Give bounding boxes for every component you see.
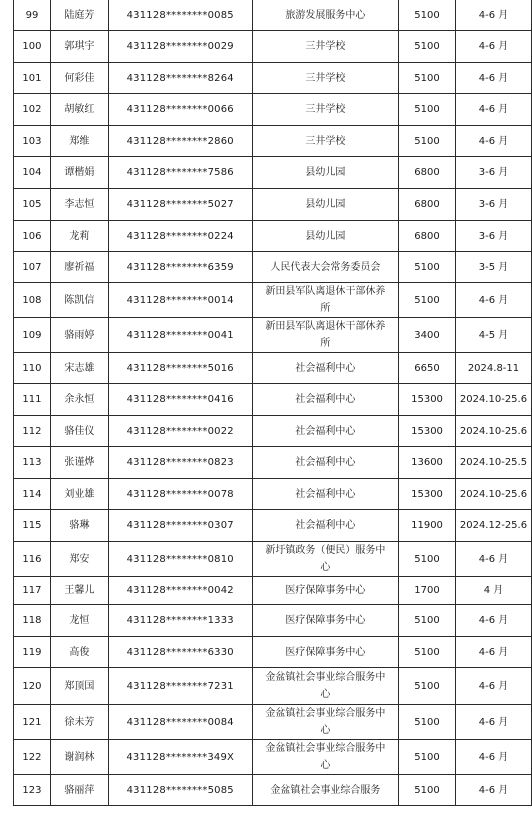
period-cell: 4 月 bbox=[455, 577, 531, 605]
amount-cell: 5100 bbox=[399, 605, 456, 637]
period-cell: 2024.10-25.6 bbox=[455, 384, 531, 416]
row-number-cell: 108 bbox=[14, 283, 51, 318]
table-row bbox=[14, 577, 532, 605]
table-row bbox=[14, 353, 532, 384]
table-row bbox=[14, 384, 532, 416]
amount-cell: 6800 bbox=[399, 157, 456, 189]
period-cell: 3-6 月 bbox=[455, 157, 531, 189]
table-row bbox=[14, 189, 532, 221]
id-number-cell: 431128********0823 bbox=[108, 447, 252, 479]
row-number-cell: 105 bbox=[14, 189, 51, 221]
id-number-cell: 431128********0014 bbox=[108, 283, 252, 318]
period-cell: 3-5 月 bbox=[455, 252, 531, 283]
amount-cell: 5100 bbox=[399, 31, 456, 63]
id-number-cell: 431128********0029 bbox=[108, 31, 252, 63]
table-body bbox=[14, 0, 532, 806]
name-cell: 高俊 bbox=[50, 637, 108, 668]
unit-cell: 金盆镇社会事业综合服务中心 bbox=[252, 740, 398, 775]
amount-cell: 11900 bbox=[399, 510, 456, 542]
unit-cell: 医疗保障事务中心 bbox=[252, 577, 398, 605]
id-number-cell: 431128********8264 bbox=[108, 63, 252, 94]
id-number-cell: 431128********0307 bbox=[108, 510, 252, 542]
name-cell: 宋志雄 bbox=[50, 353, 108, 384]
amount-cell: 6800 bbox=[399, 221, 456, 252]
amount-cell: 5100 bbox=[399, 63, 456, 94]
name-cell: 刘业雄 bbox=[50, 479, 108, 510]
row-number-cell: 111 bbox=[14, 384, 51, 416]
table-row bbox=[14, 740, 532, 775]
table-row bbox=[14, 447, 532, 479]
id-number-cell: 431128********7586 bbox=[108, 157, 252, 189]
id-number-cell: 431128********5016 bbox=[108, 353, 252, 384]
period-cell: 2024.8-11 bbox=[455, 353, 531, 384]
name-cell: 何彩佳 bbox=[50, 63, 108, 94]
row-number-cell: 107 bbox=[14, 252, 51, 283]
name-cell: 骆雨婷 bbox=[50, 318, 108, 353]
amount-cell: 15300 bbox=[399, 384, 456, 416]
period-cell: 4-6 月 bbox=[455, 740, 531, 775]
id-number-cell: 431128********6359 bbox=[108, 252, 252, 283]
period-cell: 3-6 月 bbox=[455, 221, 531, 252]
table-row bbox=[14, 510, 532, 542]
table-row bbox=[14, 318, 532, 353]
name-cell: 徐未芳 bbox=[50, 705, 108, 740]
amount-cell: 5100 bbox=[399, 705, 456, 740]
id-number-cell: 431128********6330 bbox=[108, 637, 252, 668]
name-cell: 郑维 bbox=[50, 126, 108, 157]
unit-cell: 县幼儿园 bbox=[252, 221, 398, 252]
id-number-cell: 431128********0084 bbox=[108, 705, 252, 740]
amount-cell: 5100 bbox=[399, 0, 456, 31]
row-number-cell: 103 bbox=[14, 126, 51, 157]
period-cell: 4-6 月 bbox=[455, 0, 531, 31]
row-number-cell: 117 bbox=[14, 577, 51, 605]
row-number-cell: 115 bbox=[14, 510, 51, 542]
name-cell: 龙莉 bbox=[50, 221, 108, 252]
table-row bbox=[14, 479, 532, 510]
unit-cell: 县幼儿园 bbox=[252, 189, 398, 221]
table-row bbox=[14, 775, 532, 806]
period-cell: 4-6 月 bbox=[455, 283, 531, 318]
period-cell: 2024.10-25.6 bbox=[455, 416, 531, 447]
unit-cell: 金盆镇社会事业综合服务 bbox=[252, 775, 398, 806]
period-cell: 4-6 月 bbox=[455, 63, 531, 94]
id-number-cell: 431128********7231 bbox=[108, 668, 252, 705]
unit-cell: 三井学校 bbox=[252, 63, 398, 94]
amount-cell: 15300 bbox=[399, 479, 456, 510]
period-cell: 2024.12-25.6 bbox=[455, 510, 531, 542]
unit-cell: 三井学校 bbox=[252, 31, 398, 63]
id-number-cell: 431128********0042 bbox=[108, 577, 252, 605]
table-row bbox=[14, 126, 532, 157]
name-cell: 谭楷娟 bbox=[50, 157, 108, 189]
amount-cell: 13600 bbox=[399, 447, 456, 479]
table-row bbox=[14, 94, 532, 126]
table-row bbox=[14, 283, 532, 318]
row-number-cell: 116 bbox=[14, 542, 51, 577]
period-cell: 4-6 月 bbox=[455, 605, 531, 637]
unit-cell: 社会福利中心 bbox=[252, 510, 398, 542]
name-cell: 王馨儿 bbox=[50, 577, 108, 605]
name-cell: 李志恒 bbox=[50, 189, 108, 221]
row-number-cell: 113 bbox=[14, 447, 51, 479]
table-row bbox=[14, 31, 532, 63]
table-row bbox=[14, 668, 532, 705]
amount-cell: 5100 bbox=[399, 542, 456, 577]
table-row bbox=[14, 63, 532, 94]
unit-cell: 社会福利中心 bbox=[252, 353, 398, 384]
period-cell: 4-6 月 bbox=[455, 668, 531, 705]
unit-cell: 人民代表大会常务委员会 bbox=[252, 252, 398, 283]
period-cell: 4-6 月 bbox=[455, 705, 531, 740]
period-cell: 2024.10-25.6 bbox=[455, 479, 531, 510]
unit-cell: 新田县军队离退休干部休养所 bbox=[252, 283, 398, 318]
id-number-cell: 431128********0041 bbox=[108, 318, 252, 353]
id-number-cell: 431128********0078 bbox=[108, 479, 252, 510]
table-row bbox=[14, 157, 532, 189]
row-number-cell: 114 bbox=[14, 479, 51, 510]
row-number-cell: 122 bbox=[14, 740, 51, 775]
name-cell: 骆琳 bbox=[50, 510, 108, 542]
id-number-cell: 431128********0085 bbox=[108, 0, 252, 31]
period-cell: 4-6 月 bbox=[455, 31, 531, 63]
row-number-cell: 120 bbox=[14, 668, 51, 705]
unit-cell: 社会福利中心 bbox=[252, 416, 398, 447]
row-number-cell: 102 bbox=[14, 94, 51, 126]
name-cell: 陈凯信 bbox=[50, 283, 108, 318]
amount-cell: 15300 bbox=[399, 416, 456, 447]
unit-cell: 县幼儿园 bbox=[252, 157, 398, 189]
table-row bbox=[14, 542, 532, 577]
amount-cell: 5100 bbox=[399, 668, 456, 705]
amount-cell: 5100 bbox=[399, 252, 456, 283]
amount-cell: 5100 bbox=[399, 126, 456, 157]
subsidy-table bbox=[13, 0, 532, 806]
table-row bbox=[14, 252, 532, 283]
id-number-cell: 431128********5085 bbox=[108, 775, 252, 806]
amount-cell: 5100 bbox=[399, 775, 456, 806]
row-number-cell: 123 bbox=[14, 775, 51, 806]
table-row bbox=[14, 705, 532, 740]
id-number-cell: 431128********0810 bbox=[108, 542, 252, 577]
table-row bbox=[14, 416, 532, 447]
row-number-cell: 109 bbox=[14, 318, 51, 353]
name-cell: 胡敏红 bbox=[50, 94, 108, 126]
amount-cell: 5100 bbox=[399, 637, 456, 668]
unit-cell: 新田县军队离退休干部休养所 bbox=[252, 318, 398, 353]
amount-cell: 3400 bbox=[399, 318, 456, 353]
name-cell: 廖祈福 bbox=[50, 252, 108, 283]
unit-cell: 新圩镇政务（便民）服务中心 bbox=[252, 542, 398, 577]
row-number-cell: 101 bbox=[14, 63, 51, 94]
name-cell: 陆庭芳 bbox=[50, 0, 108, 31]
row-number-cell: 112 bbox=[14, 416, 51, 447]
unit-cell: 旅游发展服务中心 bbox=[252, 0, 398, 31]
id-number-cell: 431128********0416 bbox=[108, 384, 252, 416]
period-cell: 4-6 月 bbox=[455, 94, 531, 126]
unit-cell: 医疗保障事务中心 bbox=[252, 605, 398, 637]
row-number-cell: 110 bbox=[14, 353, 51, 384]
table-row bbox=[14, 0, 532, 31]
table-row bbox=[14, 605, 532, 637]
name-cell: 龙恒 bbox=[50, 605, 108, 637]
id-number-cell: 431128********0224 bbox=[108, 221, 252, 252]
period-cell: 4-6 月 bbox=[455, 775, 531, 806]
unit-cell: 金盆镇社会事业综合服务中心 bbox=[252, 705, 398, 740]
name-cell: 谢润林 bbox=[50, 740, 108, 775]
amount-cell: 5100 bbox=[399, 283, 456, 318]
row-number-cell: 99 bbox=[14, 0, 51, 31]
unit-cell: 社会福利中心 bbox=[252, 479, 398, 510]
unit-cell: 金盆镇社会事业综合服务中心 bbox=[252, 668, 398, 705]
table-row bbox=[14, 637, 532, 668]
unit-cell: 医疗保障事务中心 bbox=[252, 637, 398, 668]
id-number-cell: 431128********5027 bbox=[108, 189, 252, 221]
name-cell: 余永恒 bbox=[50, 384, 108, 416]
amount-cell: 6800 bbox=[399, 189, 456, 221]
amount-cell: 1700 bbox=[399, 577, 456, 605]
name-cell: 骆丽萍 bbox=[50, 775, 108, 806]
row-number-cell: 118 bbox=[14, 605, 51, 637]
row-number-cell: 100 bbox=[14, 31, 51, 63]
amount-cell: 5100 bbox=[399, 740, 456, 775]
period-cell: 4-6 月 bbox=[455, 637, 531, 668]
name-cell: 骆佳仪 bbox=[50, 416, 108, 447]
amount-cell: 5100 bbox=[399, 94, 456, 126]
name-cell: 张谨烨 bbox=[50, 447, 108, 479]
period-cell: 4-6 月 bbox=[455, 542, 531, 577]
row-number-cell: 119 bbox=[14, 637, 51, 668]
unit-cell: 社会福利中心 bbox=[252, 447, 398, 479]
row-number-cell: 106 bbox=[14, 221, 51, 252]
table-row bbox=[14, 221, 532, 252]
id-number-cell: 431128********1333 bbox=[108, 605, 252, 637]
id-number-cell: 431128********0066 bbox=[108, 94, 252, 126]
id-number-cell: 431128********349X bbox=[108, 740, 252, 775]
id-number-cell: 431128********2860 bbox=[108, 126, 252, 157]
row-number-cell: 104 bbox=[14, 157, 51, 189]
period-cell: 4-6 月 bbox=[455, 126, 531, 157]
id-number-cell: 431128********0022 bbox=[108, 416, 252, 447]
unit-cell: 三井学校 bbox=[252, 94, 398, 126]
name-cell: 郑顶国 bbox=[50, 668, 108, 705]
name-cell: 郭琪宇 bbox=[50, 31, 108, 63]
name-cell: 郑安 bbox=[50, 542, 108, 577]
unit-cell: 社会福利中心 bbox=[252, 384, 398, 416]
amount-cell: 6650 bbox=[399, 353, 456, 384]
period-cell: 3-6 月 bbox=[455, 189, 531, 221]
period-cell: 2024.10-25.5 bbox=[455, 447, 531, 479]
row-number-cell: 121 bbox=[14, 705, 51, 740]
unit-cell: 三井学校 bbox=[252, 126, 398, 157]
period-cell: 4-5 月 bbox=[455, 318, 531, 353]
